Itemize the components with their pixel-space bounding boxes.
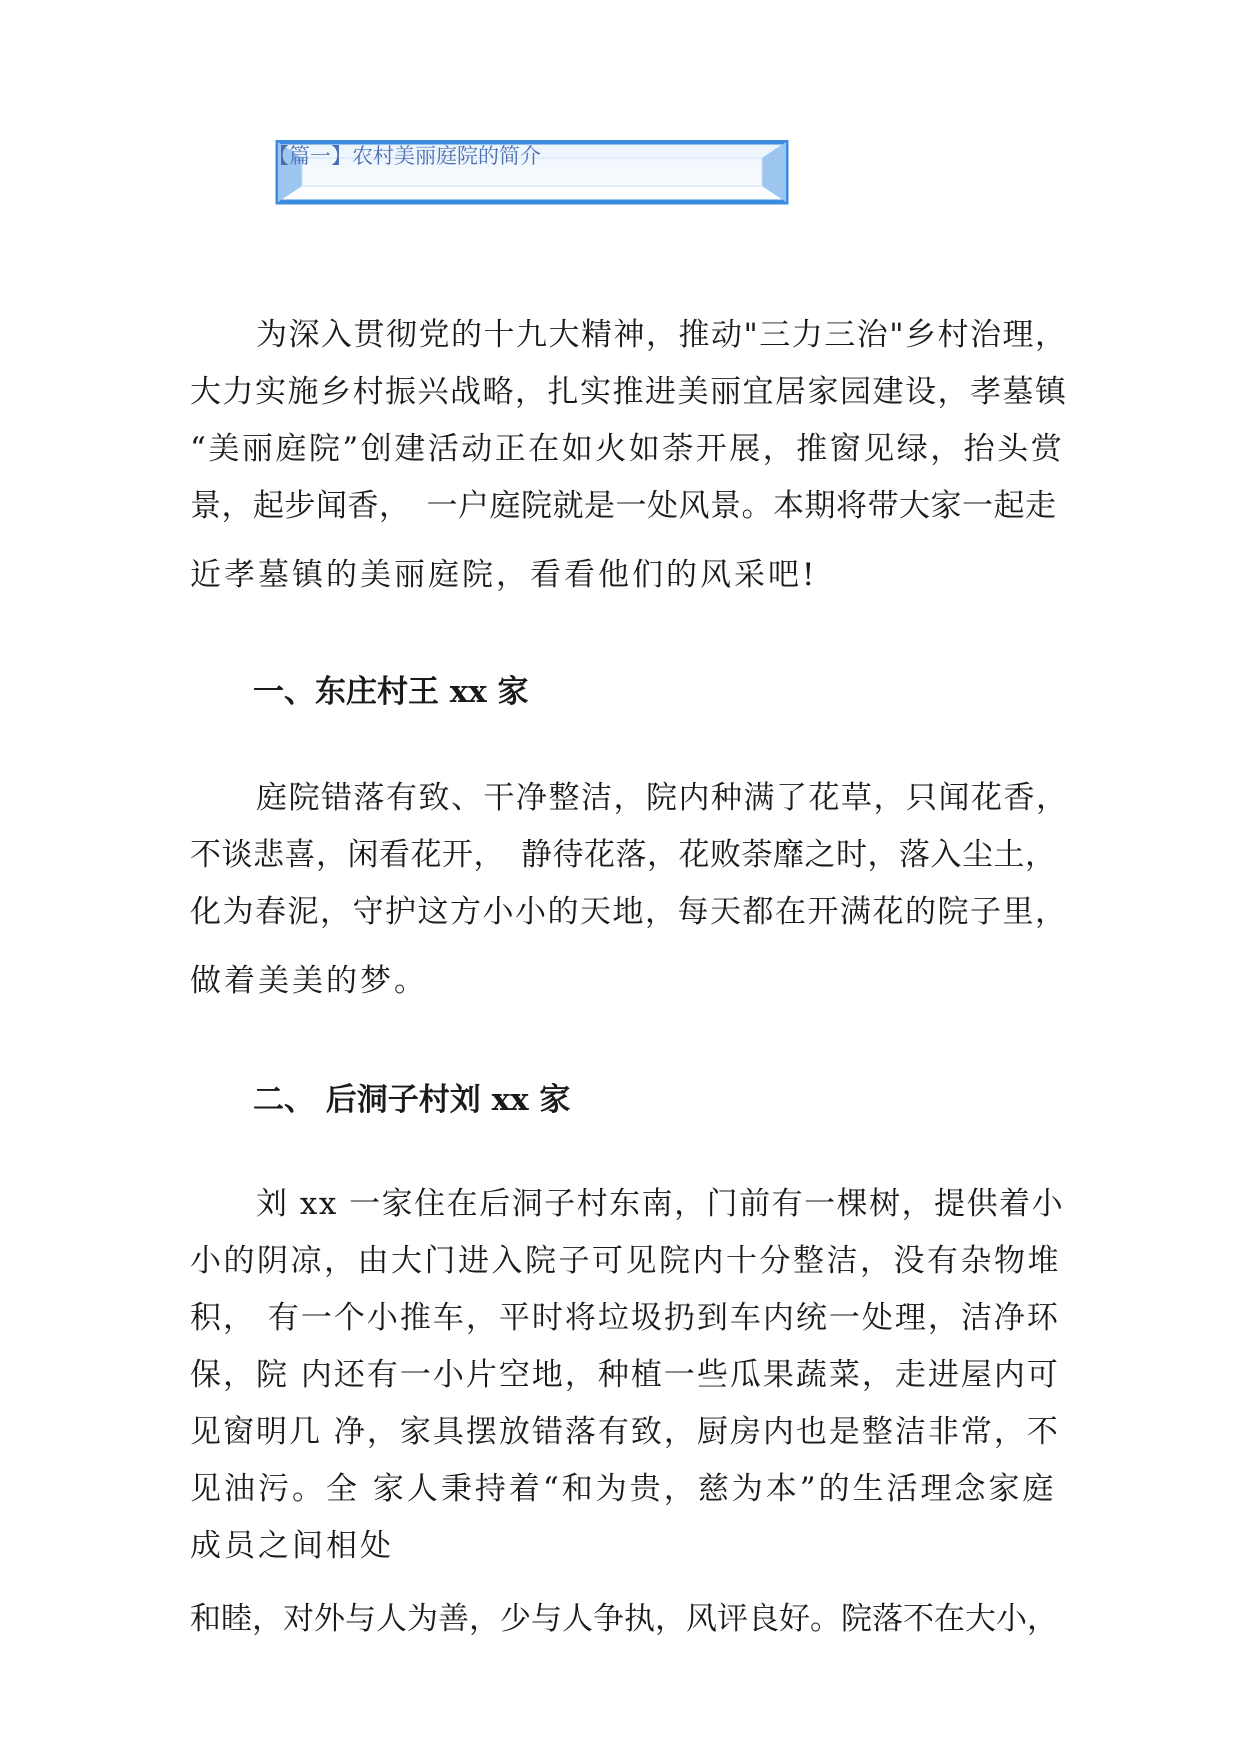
section2-paragraph — [190, 1176, 1070, 1648]
document-title: 【篇一】农村美丽庭院的简介 — [268, 144, 541, 168]
section-heading-2: 二、 后洞子村刘 xx 家 — [253, 1082, 571, 1118]
section1-line: 化为春泥，守护这方小小的天地，每天都在开满花的院子里， — [190, 894, 1068, 930]
intro-line: 景，起步闻香， 一户庭院就是一处风景。本期将带大家一起走 — [190, 488, 1057, 524]
section2-line: 和睦，对外与人为善，少与人争执，风评良好。院落不在大小， — [190, 1601, 1058, 1637]
section2-line: 小的阴凉，由大门进入院子可见院内十分整洁，没有杂物堆 — [190, 1243, 1061, 1279]
intro-line: “美丽庭院”创建活动正在如火如荼开展，推窗见绿，抬头赏 — [190, 431, 1065, 467]
intro-line: 为深入贯彻党的十九大精神，推动"三力三治"乡村治理， — [256, 317, 1068, 353]
section1-line: 做着美美的梦。 — [190, 963, 428, 999]
section2-line: 积， 有一个小推车，平时将垃圾扔到车内统一处理，洁净环 — [190, 1300, 1060, 1336]
section2-line: 见油污。全 家人秉持着“和为贵，慈为本”的生活理念家庭 — [190, 1471, 1057, 1507]
title-banner — [262, 140, 792, 206]
section2-line: 保，院 内还有一小片空地，种植一些瓜果蔬菜，走进屋内可 — [190, 1357, 1060, 1393]
intro-paragraph — [190, 307, 1070, 604]
section1-line: 不谈悲喜，闲看花开， 静待花落，花败荼靡之时，落入尘土， — [190, 837, 1057, 873]
section-heading-1: 一、东庄村王 xx 家 — [253, 674, 529, 710]
intro-line: 近孝墓镇的美丽庭院，看看他们的风采吧! — [190, 557, 818, 593]
section2-line: 成员之间相处 — [190, 1528, 394, 1564]
section2-line: 刘 xx 一家住在后洞子村东南，门前有一棵树，提供着小 — [256, 1186, 1065, 1222]
section2-line: 见窗明几 净，家具摆放错落有致，厨房内也是整洁非常，不 — [190, 1414, 1060, 1450]
intro-line: 大力实施乡村振兴战略，扎实推进美丽宜居家园建设，孝墓镇 — [190, 374, 1068, 410]
section1-paragraph — [190, 770, 1070, 1010]
section1-line: 庭院错落有致、干净整洁，院内种满了花草，只闻花香， — [256, 780, 1069, 816]
